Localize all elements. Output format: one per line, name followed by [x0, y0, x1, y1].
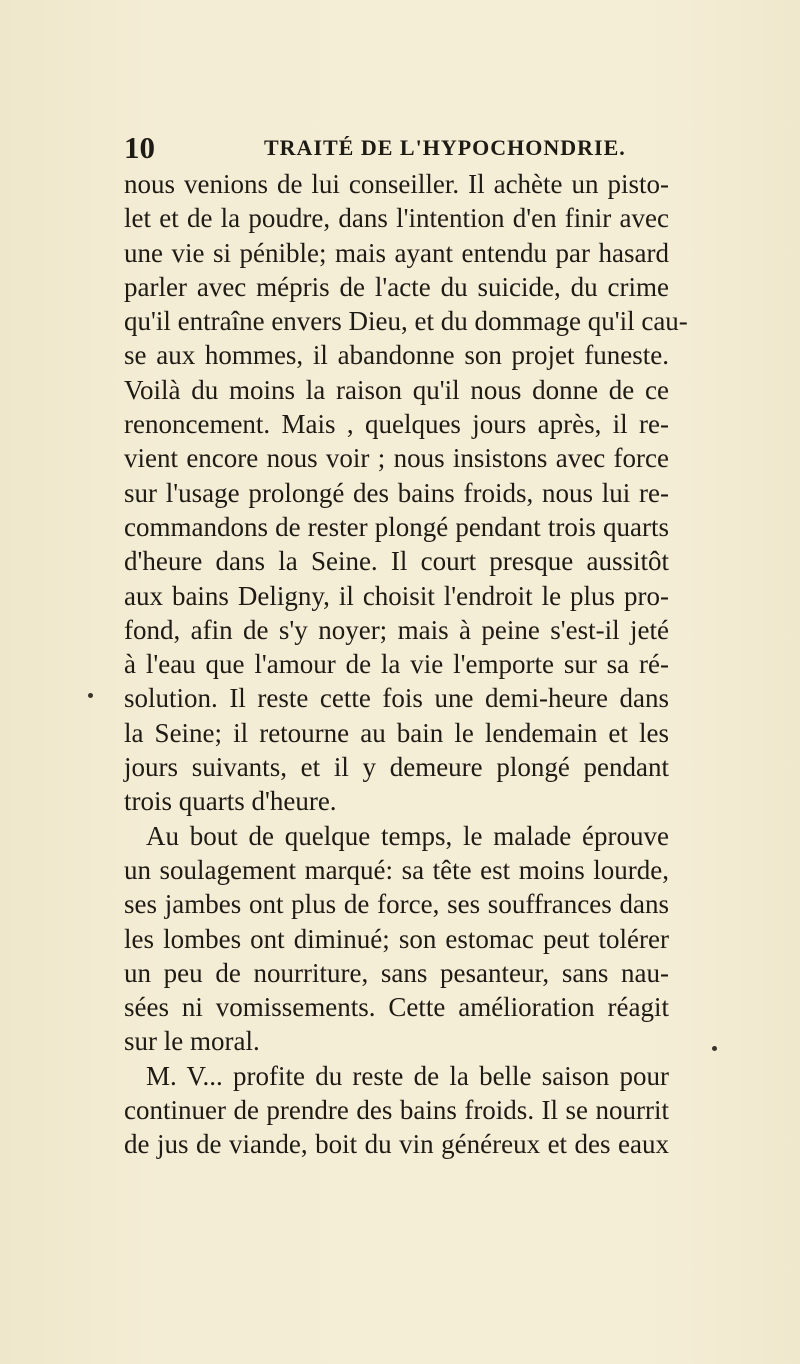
text-line: fond, afin de s'y noyer; mais à peine s'est-il jeté: [124, 614, 669, 645]
text-line: trois quarts d'heure.: [124, 786, 337, 817]
text-line: Au bout de quelque temps, le malade éprouve: [146, 820, 669, 851]
text-line: une vie si pénible; mais ayant entendu par hasard: [124, 237, 669, 268]
text-line: jours suivants, et il y demeure plongé pendant: [124, 752, 669, 783]
margin-speck: [712, 1046, 717, 1051]
text-line: se aux hommes, il abandonne son projet funeste.: [124, 340, 669, 371]
text-line: continuer de prendre des bains froids. Il se nourrit: [124, 1095, 669, 1126]
text-line: renoncement. Mais , quelques jours après, il re-: [124, 409, 669, 440]
text-line: vient encore nous voir ; nous insistons avec force: [124, 443, 669, 474]
text-line: parler avec mépris de l'acte du suicide, du crime: [124, 271, 669, 302]
text-line: sur le moral.: [124, 1026, 260, 1057]
text-line: la Seine; il retourne au bain le lendemain et les: [124, 717, 669, 748]
text-line: M. V... profite du reste de la belle saison pour: [146, 1060, 669, 1091]
running-head: TRAITÉ DE L'HYPOCHONDRIE.: [264, 135, 626, 160]
margin-speck: [88, 693, 93, 698]
text-line: de jus de viande, boit du vin généreux et des eaux: [124, 1129, 669, 1160]
text-line: nous venions de lui conseiller. Il achète un pisto-: [124, 169, 669, 199]
text-line: sées ni vomissements. Cette amélioration réagit: [124, 992, 669, 1023]
body-text: [124, 167, 688, 1162]
text-line: sur l'usage prolongé des bains froids, nous lui re-: [124, 477, 669, 508]
page-number: 10: [124, 130, 155, 165]
text-line: d'heure dans la Seine. Il court presque aussitôt: [124, 546, 669, 577]
text-line: à l'eau que l'amour de la vie l'emporte sur sa ré-: [124, 649, 669, 680]
text-line: les lombes ont diminué; son estomac peut tolérer: [124, 923, 669, 954]
page-header: [124, 128, 684, 168]
text-line: solution. Il reste cette fois une demi-heure dans: [124, 683, 669, 714]
text-line: un soulagement marqué: sa tête est moins lourde,: [124, 854, 669, 885]
text-line: qu'il entraîne envers Dieu, et du dommage qu'il cau-: [124, 306, 688, 337]
text-line: let et de la poudre, dans l'intention d'en finir avec: [124, 203, 669, 234]
text-line: un peu de nourriture, sans pesanteur, sans nau-: [124, 957, 669, 988]
text-line: commandons de rester plongé pendant trois quarts: [124, 511, 669, 542]
text-line: Voilà du moins la raison qu'il nous donne de ce: [124, 374, 669, 405]
text-line: aux bains Deligny, il choisit l'endroit le plus pro-: [124, 580, 669, 611]
text-line: ses jambes ont plus de force, ses souffrances dans: [124, 889, 669, 920]
